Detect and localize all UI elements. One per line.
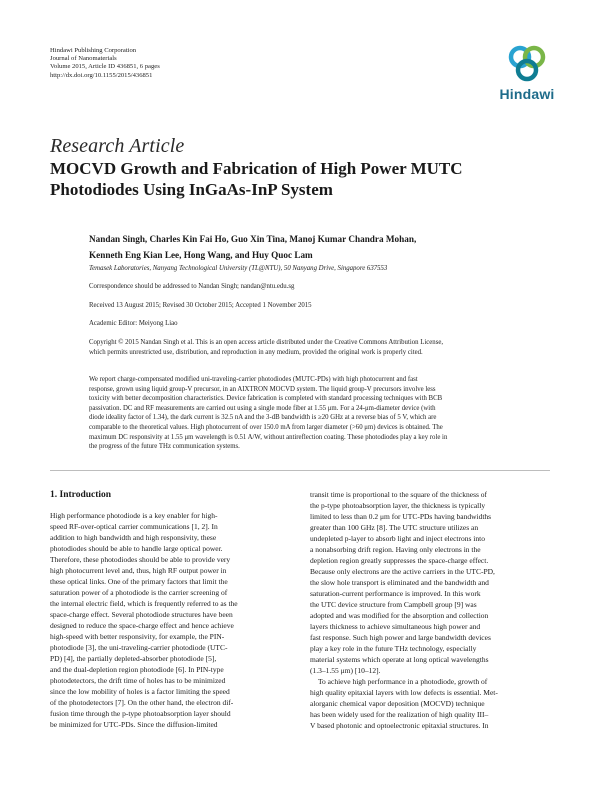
abstract-line: passivation. DC and RF measurements are carried out using a single mode fiber at 1.55 μm. For a 24-μm-diameter device (with — [89, 404, 436, 412]
author-list — [89, 231, 559, 263]
title-line: Photodiodes Using InGaAs-InP System — [50, 179, 333, 199]
correspondence: Correspondence should be addressed to Nandan Singh; nandan@ntu.edu.sg — [89, 283, 295, 290]
body-line: material systems which operate at long optical wavelengths — [310, 655, 489, 664]
body-line: (1.3–1.55 μm) [10–12]. — [310, 666, 381, 675]
copyright-line: Copyright © 2015 Nandan Singh et al. This is an open access article distributed under the Creative Commons Attribution License, — [89, 339, 444, 346]
author-line: Nandan Singh, Charles Kin Fai Ho, Guo Xin Tina, Manoj Kumar Chandra Mohan, — [89, 234, 417, 244]
journal-meta — [50, 47, 160, 80]
body-line: these optical links. One of the primary factors that limit the — [50, 577, 228, 586]
body-line: be minimized for UTC-PDs. Since the diffusion-limited — [50, 720, 218, 729]
body-line: the UTC device structure from Campbell group [9] was — [310, 600, 477, 609]
body-line: a nonabsorbing drift region. Having only electrons in the — [310, 545, 481, 554]
abstract-line: We report charge-compensated modified uni-traveling-carrier photodiodes (MUTC-PDs) with high photocurrent and fast — [89, 376, 418, 383]
body-line: speed RF-over-optical carrier communications [1, 2]. In — [50, 522, 218, 531]
body-line: play a key role in the future THz technology, especially — [310, 644, 477, 653]
abstract-line: response, grown using liquid group-V precursor, in an AIXTRON MOCVD system. The liquid group-V precursors involve less — [89, 385, 436, 393]
body-line: fast response. Such high power and large bandwidth devices — [310, 633, 491, 642]
affiliation: Temasek Laboratories, Nanyang Technological University (TL@NTU), 50 Nanyang Drive, Singapore 637553 — [89, 265, 388, 272]
body-line: photodiode [3], the uni-traveling-carrier photodiode (UTC- — [50, 643, 228, 652]
logo-wordmark: Hindawi — [499, 86, 555, 102]
doi-link[interactable]: http://dx.doi.org/10.1155/2015/436851 — [50, 71, 153, 79]
publisher-name: Hindawi Publishing Corporation — [50, 47, 137, 54]
body-line: layers thickness to achieve simultaneous high power and — [310, 622, 481, 631]
hindawi-logo-icon — [507, 44, 547, 84]
body-line: designed to reduce the space-charge effect and hence achieve — [50, 621, 234, 630]
body-line: space-charge effect. Several photodiode structures have been — [50, 610, 233, 619]
body-line: Therefore, these photodiodes should be able to provide very — [50, 555, 231, 564]
body-line: undepleted p-layer to absorb light and inject electrons into — [310, 534, 485, 543]
abstract-line: maximum DC responsivity at 1.55 μm wavelength is 0.51 A/W, without antireflection coating. These photodiodes play a key role in — [89, 433, 448, 441]
author-line: Kenneth Eng Kian Lee, Hong Wang, and Huy Quoc Lam — [89, 250, 313, 260]
body-line: high-speed with better responsivity, for example, the PIN- — [50, 632, 225, 641]
body-line: fusion time through the p-type photoabsorption layer should — [50, 709, 231, 718]
publication-dates: Received 13 August 2015; Revised 30 October 2015; Accepted 1 November 2015 — [89, 302, 312, 309]
body-line: PD) [4], the partially depleted-absorber photodiode [5], — [50, 654, 217, 663]
body-line: alorganic chemical vapor deposition (MOCVD) technique — [310, 699, 485, 708]
body-line: the slow hole transport is eliminated and the bandwidth and — [310, 578, 489, 587]
body-line: of the photodetectors [7]. On the other hand, the electron dif- — [50, 698, 234, 707]
body-line: High performance photodiode is a key enabler for high- — [50, 511, 218, 520]
section-divider — [50, 470, 550, 471]
body-line: Because only electrons are the active carriers in the UTC-PD, — [310, 567, 495, 576]
body-line: high photocurrent level and, thus, high RF output power in — [50, 566, 227, 575]
body-line: transit time is proportional to the square of the thickness of — [310, 490, 488, 499]
right-column — [310, 489, 550, 731]
article-title — [50, 159, 550, 200]
body-line: since the low mobility of holes is a factor limiting the speed — [50, 687, 230, 696]
journal-name: Journal of Nanomaterials — [50, 55, 117, 63]
body-line: greater than 100 GHz [8]. The UTC structure utilizes an — [310, 523, 479, 532]
article-type: Research Article — [50, 135, 185, 157]
body-line: the internal electric field, which is frequently referred to as the — [50, 599, 238, 608]
body-line: high quality epitaxial layers with low defects is essential. Met- — [310, 688, 498, 697]
abstract — [89, 375, 551, 452]
title-line: MOCVD Growth and Fabrication of High Power MUTC — [50, 159, 463, 178]
body-line: adopted and was modified for the absorption and collection — [310, 611, 489, 620]
body-line: depletion region greatly suppresses the space-charge effect. — [310, 556, 489, 565]
body-line: V based photonic and optoelectronic epitaxial structures. In — [310, 721, 489, 730]
copyright-notice — [89, 338, 551, 357]
abstract-line: the progress of the future THz communication systems. — [89, 443, 240, 451]
hindawi-logo — [496, 44, 558, 108]
copyright-line: which permits unrestricted use, distribution, and reproduction in any medium, provided the original work is properly cited. — [89, 348, 423, 356]
abstract-line: diode ideality factor of 1.34), the dark current is 32.5 nA and the 3-dB bandwidth is ≥20 GHz at a reverse bias of 5 V, which are — [89, 414, 437, 422]
abstract-line: comparable to the theoretical values. High photocurrent of over 150.0 mA from larger diameter (>60 μm) devices is obtained. The — [89, 423, 443, 431]
body-line: has been widely used for the realization of high quality III– — [310, 710, 489, 719]
volume-info: Volume 2015, Article ID 436851, 6 pages — [50, 63, 160, 71]
body-line: the p-type photoabsorption layer, the thickness is typically — [310, 501, 486, 510]
academic-editor: Academic Editor: Meiyong Liao — [89, 320, 178, 327]
section-heading: 1. Introduction — [50, 490, 112, 500]
body-line: photodetectors, the drift time of holes has to be minimized — [50, 676, 226, 685]
body-line: addition to high bandwidth and high responsivity, these — [50, 533, 217, 542]
body-line: To achieve high performance in a photodiode, growth of — [318, 677, 488, 686]
body-line: and the dual-depletion region photodiode [6]. In PIN-type — [50, 665, 224, 674]
body-line: photodiodes should be able to handle large optical power. — [50, 544, 223, 553]
body-line: saturation-current performance is improved. In this work — [310, 589, 481, 598]
body-line: limited to less than 0.2 μm for UTC-PDs having bandwidths — [310, 512, 492, 521]
body-line: saturation power of a photodiode is the carrier screening of — [50, 588, 228, 597]
left-column — [50, 490, 290, 730]
abstract-line: toxicity with better decomposition characteristics. Device fabrication is completed with standard processing techniques with BCB — [89, 395, 443, 403]
